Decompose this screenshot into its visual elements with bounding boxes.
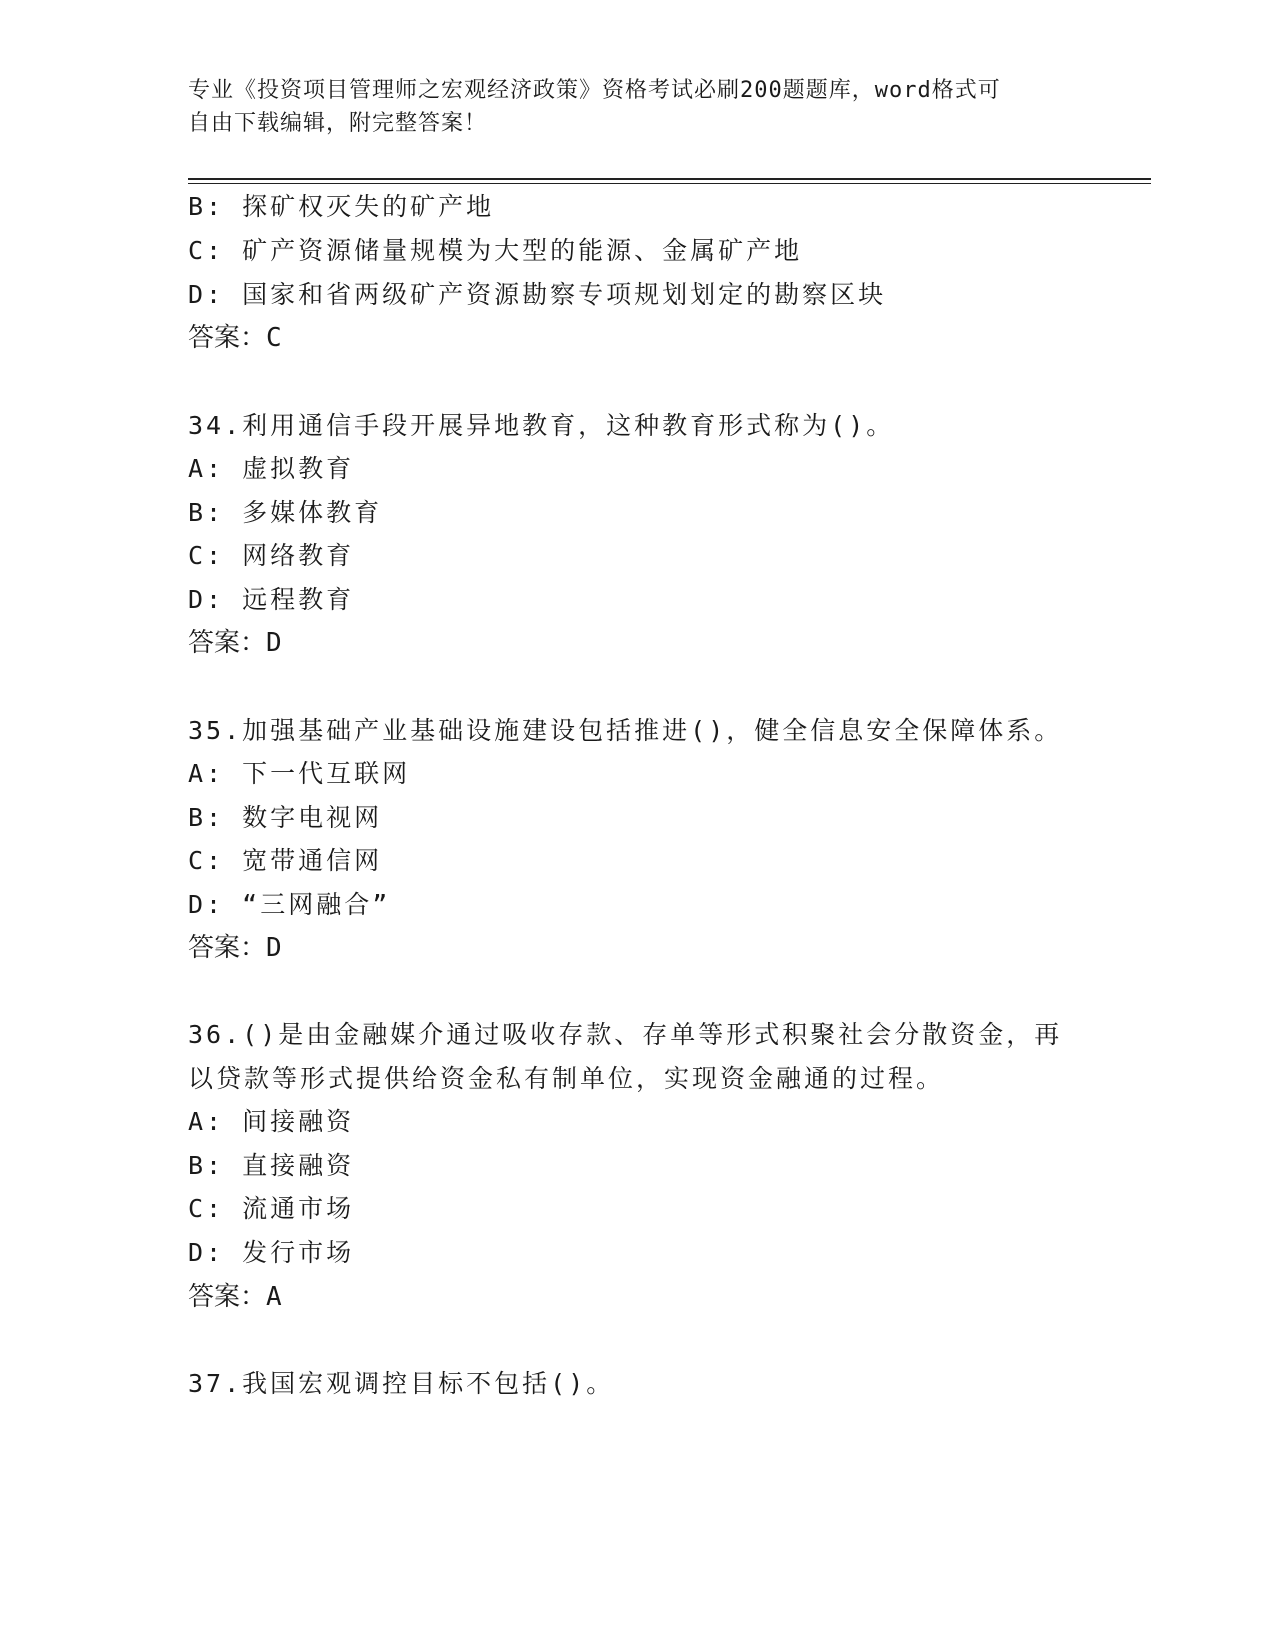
q34-option-a: A: 虚拟教育 xyxy=(188,454,355,483)
q36-option-b: B: 直接融资 xyxy=(188,1151,355,1180)
q36-option-d: D: 发行市场 xyxy=(188,1238,355,1267)
q35-option-b: B: 数字电视网 xyxy=(188,803,383,832)
answer-label: 答案： xyxy=(188,1282,267,1312)
q34-option-c: C: 网络教育 xyxy=(188,541,355,570)
q35-option-a: A: 下一代互联网 xyxy=(188,759,411,788)
header-line-1: 专业《投资项目管理师之宏观经济政策》资格考试必刷200题题库，word格式可 xyxy=(188,78,1001,103)
q33-option-b: B: 探矿权灭失的矿产地 xyxy=(188,192,495,221)
answer-value: D xyxy=(266,628,282,658)
q35-option-c: C: 宽带通信网 xyxy=(188,846,383,875)
q35-option-d: D: “三网融合” xyxy=(188,890,391,919)
q35-answer xyxy=(188,931,282,965)
answer-label: 答案： xyxy=(188,628,267,658)
q36-option-c: C: 流通市场 xyxy=(188,1194,355,1223)
q34-stem: 34.利用通信手段开展异地教育，这种教育形式称为()。 xyxy=(188,411,895,440)
q34-option-d: D: 远程教育 xyxy=(188,585,355,614)
q35-stem: 35.加强基础产业基础设施建设包括推进()，健全信息安全保障体系。 xyxy=(188,716,1063,745)
answer-value: D xyxy=(266,933,282,963)
answer-value: C xyxy=(266,323,282,353)
q33-option-d: D: 国家和省两级矿产资源勘察专项规划划定的勘察区块 xyxy=(188,280,887,309)
q33-option-c: C: 矿产资源储量规模为大型的能源、金属矿产地 xyxy=(188,236,803,265)
answer-value: A xyxy=(266,1282,282,1312)
q34-option-b: B: 多媒体教育 xyxy=(188,498,383,527)
header-divider-thick xyxy=(188,178,1151,180)
q33-answer xyxy=(188,321,282,355)
q37-stem: 37.我国宏观调控目标不包括()。 xyxy=(188,1369,615,1398)
q36-answer xyxy=(188,1280,282,1314)
page-header xyxy=(188,74,1088,140)
answer-label: 答案： xyxy=(188,933,267,963)
header-line-2: 自由下载编辑，附完整答案！ xyxy=(188,111,488,136)
q36-stem-line-1: 36.()是由金融媒介通过吸收存款、存单等形式积聚社会分散资金，再 xyxy=(188,1020,1063,1049)
answer-label: 答案： xyxy=(188,323,267,353)
q34-answer xyxy=(188,626,282,660)
q36-stem-line-2: 以贷款等形式提供给资金私有制单位，实现资金融通的过程。 xyxy=(188,1064,945,1093)
header-divider-thin xyxy=(188,183,1151,184)
q36-option-a: A: 间接融资 xyxy=(188,1107,355,1136)
